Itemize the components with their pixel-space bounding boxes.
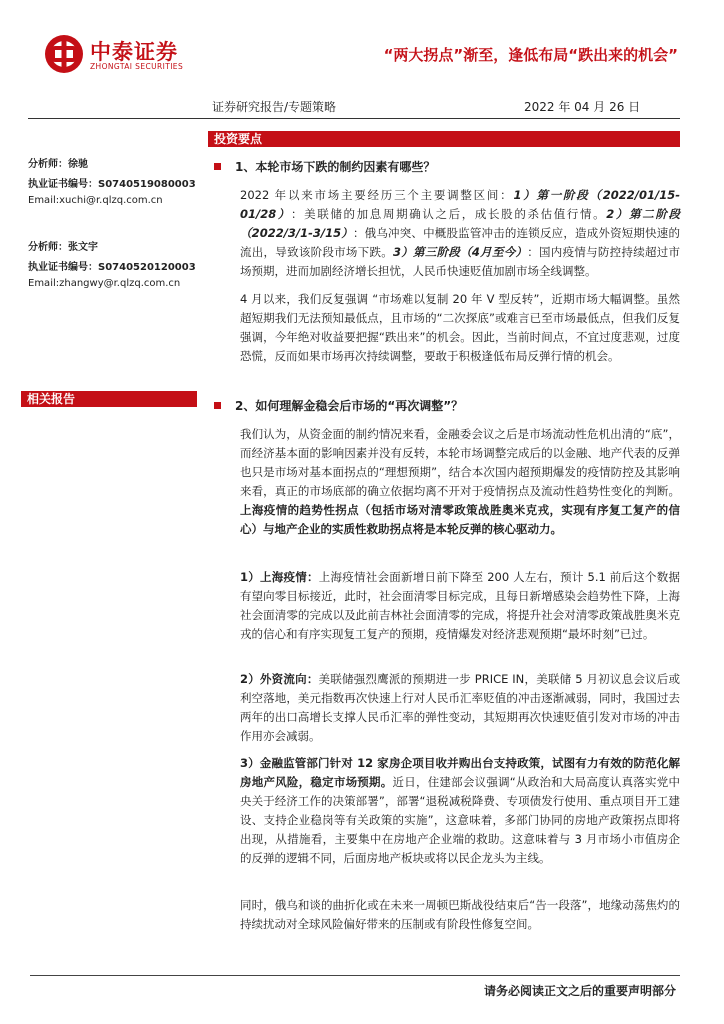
- question-2-text: 2、如何理解金稳会后市场的“再次调整”？: [235, 399, 464, 413]
- question-2-heading: [214, 397, 463, 414]
- q2-p2-text: 上海疫情社会面新增日前下降至 200 人左右，预计 5.1 前后这个数据有望向零目标接近，此时，社会面清零目标完成，且每日新增感染会趋势性下降，上海社会面清零的完成以及此前吉林社会面清零的完成，将提升社会对清零政策战胜奥米克戎的信心和有序实现复工复产的预期，疫情爆发对经济悲观预期“最坏时刻”已过。: [240, 570, 680, 641]
- analyst-cert-label: 执业证书编号：: [28, 262, 98, 273]
- q1-p1-text3: ：俄乌冲突、中概股监管冲击的连锁反应，造成外资短期快速的流出，导致该阶段市场下跌。: [240, 226, 680, 259]
- bullet-square-icon: [214, 402, 221, 409]
- report-type: 证券研究报告/专题策略: [212, 100, 337, 114]
- q2-p3-lead: 2）外资流向：: [240, 672, 319, 686]
- investment-highlights-header: 投资要点: [208, 131, 680, 147]
- analyst-cert: S0740520120003: [98, 262, 196, 273]
- analyst-name: 张文宇: [68, 242, 98, 253]
- analyst-name: 徐驰: [68, 159, 88, 170]
- q1-p1-text1: 2022 年以来市场主要经历三个主要调整区间：: [240, 188, 514, 202]
- q2-p4-text: 近日，住建部会议强调“从政治和大局高度认真落实党中央关于经济工作的决策部署”，部署“退税减税降费、专项债发行使用、重点项目开工建设、支持企业稳岗等有关政策的实施”，这意味着，多部门协同的房地产政策拐点即将出现，从措施看，主要集中在房地产企业端的救助。这意味着与 3 月市场小市值房企的反弹的逻辑不同，后面房地产板块或将以民企龙头为主线。: [240, 775, 680, 865]
- q1-paragraph-2: 4 月以来，我们反复强调 “市场难以复制 20 年 V 型反转”，近期市场大幅调整。虽然超短期我们无法预知最低点，且市场的“二次探底”或难言已至市场最低点，但我们反复强调，今年绝对收益要把握“跌出来”的机会。因此，当前时间点，不宜过度悲观，过度恐慌，反而如果市场再次持续调整，要敢于积极逢低布局反弹行情的机会。: [240, 292, 680, 363]
- analyst-cert: S0740519080003: [98, 179, 196, 190]
- q2-paragraph-2: [240, 568, 680, 644]
- footer-divider: [30, 975, 680, 976]
- company-name-cn: 中泰证券: [90, 40, 178, 64]
- analyst-1-email[interactable]: Email:xuchi@r.qlzq.com.cn: [28, 195, 163, 206]
- analyst-2-email[interactable]: Email:zhangwy@r.qlzq.com.cn: [28, 278, 181, 289]
- company-logo: [44, 34, 194, 74]
- header-divider: [28, 118, 680, 119]
- related-reports-header: 相关报告: [21, 391, 197, 407]
- report-title: “两大拐点”渐至，逢低布局“跌出来的机会”: [383, 46, 678, 64]
- question-1-text: 1、本轮市场下跌的制约因素有哪些？: [235, 160, 436, 174]
- q2-paragraph-5: 同时，俄乌和谈的曲折化或在未来一周顿巴斯战役结束后“告一段落”，地缘动荡焦灼的持续扰动对全球风险偏好带来的压制或有阶段性修复空间。: [240, 898, 680, 931]
- q2-p2-lead: 1）上海疫情：: [240, 570, 319, 584]
- analyst-1-cert: [28, 175, 196, 190]
- bullet-square-icon: [214, 163, 221, 170]
- report-date: 2022 年 04 月 26 日: [524, 100, 641, 114]
- analyst-1-name: [28, 155, 88, 170]
- analyst-name-label: 分析师：: [28, 242, 68, 253]
- q2-p1-bold: 上海疫情的趋势性拐点（包括市场对清零政策战胜奥米克戎，实现有序复工复产的信心）与地产企业的实质性救助拐点将是本轮反弹的核心驱动力。: [240, 503, 680, 536]
- q2-p3-text: 美联储强烈鹰派的预期进一步 PRICE IN，美联储 5 月初议息会议后或利空落地，美元指数再次快速上行对人民币汇率贬值的冲击逐渐减弱，同时，我国过去两年的出口高增长支撑人民币汇率的弹性变动，其短期再次快速贬值引发对市场的冲击作用亦会减弱。: [240, 672, 680, 743]
- q1-p1-text4: ：国内疫情与防控持续超过市场预期，进而加剧经济增长担忧，人民币快速贬值加剧市场全线调整。: [240, 245, 681, 278]
- q1-phase3: 3）第三阶段（4月至今）: [393, 245, 528, 259]
- q1-phase1: 1）第一阶段（2022/01/15-01/28）: [240, 188, 680, 221]
- q2-paragraph-1: [240, 425, 680, 539]
- analyst-cert-label: 执业证书编号：: [28, 179, 98, 190]
- analyst-name-label: 分析师：: [28, 159, 68, 170]
- q1-p1-text2: ：美联储的加息周期确认之后，成长股的杀估值行情。: [290, 207, 607, 221]
- q2-paragraph-4: [240, 754, 680, 868]
- footer-disclaimer: 请务必阅读正文之后的重要声明部分: [483, 984, 676, 998]
- zhongtai-logo-icon: [44, 34, 84, 74]
- q2-paragraph-3: [240, 670, 680, 746]
- q2-p4-lead: 3）金融监管部门针对 12 家房企项目收并购出台支持政策，试图有力有效的防范化解房地产风险，稳定市场预期。: [240, 756, 680, 789]
- q1-paragraph-1: [240, 186, 680, 281]
- company-name-en: ZHONGTAI SECURITIES: [90, 62, 184, 71]
- analyst-2-cert: [28, 258, 196, 273]
- q1-phase2: 2）第二阶段（2022/3/1-3/15）: [240, 207, 680, 240]
- question-1-heading: [214, 158, 435, 175]
- q2-p1-text: 我们认为，从资金面的制约情况来看，金融委会议之后是市场流动性危机出清的“底”，而经济基本面的影响因素并没有反转，本轮市场调整完成后的以金融、地产代表的反弹也只是市场对基本面拐点的“理想预期”，结合本次国内超预期爆发的疫情防控及其影响来看，真正的市场底部的确立依据均离不开对于疫情拐点及流动性趋势性变化的判断。: [240, 427, 680, 498]
- analyst-2-name: [28, 238, 98, 253]
